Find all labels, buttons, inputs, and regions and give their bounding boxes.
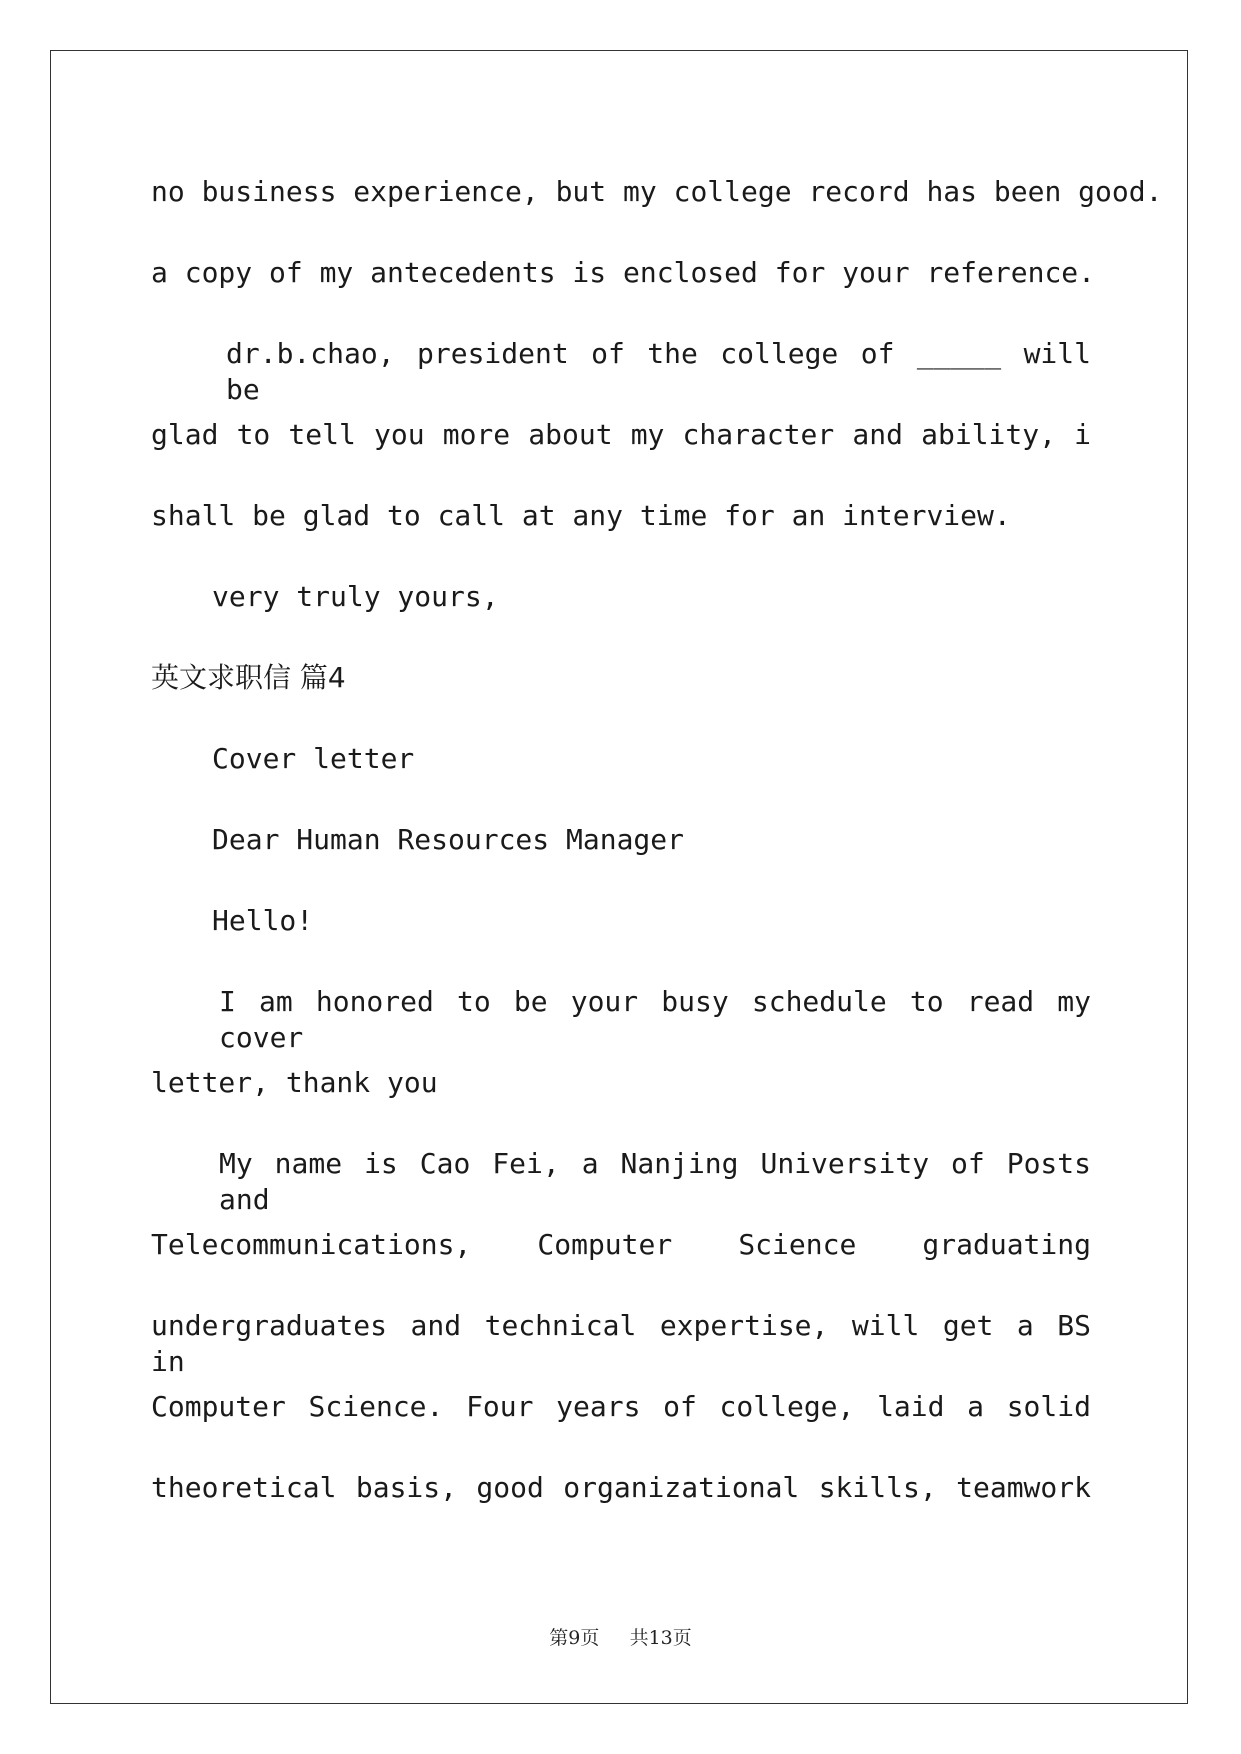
body-line: undergraduates and technical expertise, will get a BS in <box>151 1309 1091 1378</box>
body-line: a copy of my antecedents is enclosed for your reference. <box>151 256 1096 289</box>
body-line: I am honored to be your busy schedule to read my cover <box>219 985 1091 1054</box>
body-line: glad to tell you more about my character and ability, i <box>151 418 1091 451</box>
body-line: My name is Cao Fei, a Nanjing University of Posts and <box>219 1147 1091 1216</box>
closing-line: very truly yours, <box>212 580 499 613</box>
greeting: Hello! <box>212 904 314 937</box>
body-line: Computer Science. Four years of college, laid a solid <box>151 1390 1091 1423</box>
total-pages: 共13页 <box>629 1627 692 1649</box>
section-heading: 英文求职信 篇4 <box>151 661 346 694</box>
page-footer <box>0 1623 1241 1650</box>
body-line: theoretical basis, good organizational skills, teamwork <box>151 1471 1091 1504</box>
page-frame <box>50 50 1188 1704</box>
body-line: dr.b.chao, president of the college of _____ will be <box>226 337 1091 406</box>
body-line: shall be glad to call at any time for an interview. <box>151 499 1011 532</box>
letter-title: Cover letter <box>212 742 415 775</box>
page-number: 第9页 <box>549 1627 600 1649</box>
body-line: Telecommunications, Computer Science graduating <box>151 1228 1091 1261</box>
body-line: letter, thank you <box>151 1066 438 1099</box>
salutation: Dear Human Resources Manager <box>212 823 685 856</box>
body-line: no business experience, but my college record has been good. <box>151 175 1163 208</box>
